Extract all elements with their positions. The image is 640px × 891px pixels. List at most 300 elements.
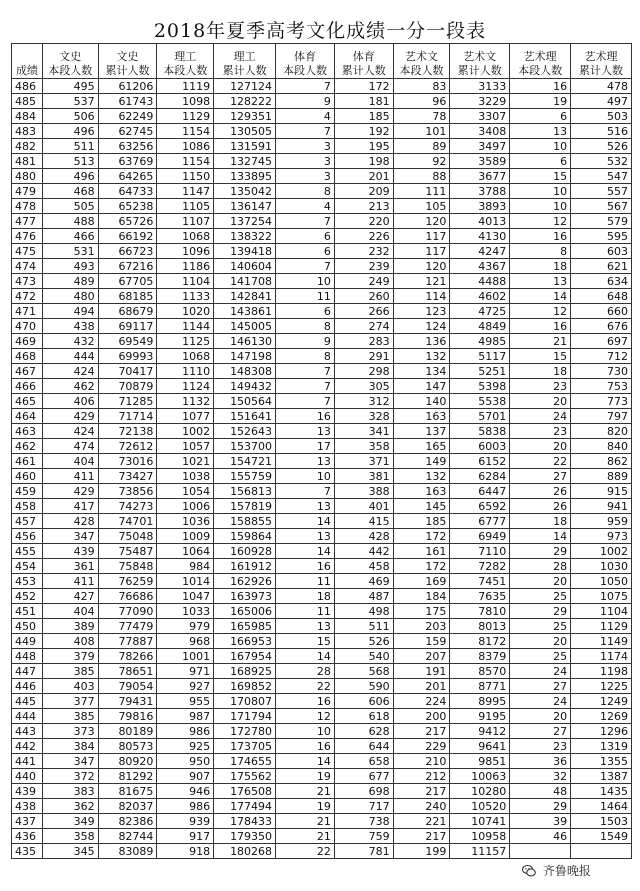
count-cell: 67705 [98, 274, 157, 289]
count-cell: 24 [510, 664, 571, 679]
count-cell: 401 [334, 499, 393, 514]
count-cell: 9 [276, 334, 335, 349]
count-cell: 466 [42, 229, 98, 244]
count-cell: 92 [393, 154, 450, 169]
count-cell: 1009 [157, 529, 214, 544]
count-cell: 18 [510, 259, 571, 274]
count-cell: 495 [42, 79, 98, 94]
count-cell: 71285 [98, 394, 157, 409]
count-cell: 907 [157, 769, 214, 784]
count-cell: 971 [157, 664, 214, 679]
count-cell: 4488 [450, 274, 510, 289]
count-cell: 13 [510, 274, 571, 289]
score-cell: 443 [12, 724, 43, 739]
header-line: 累计人数 [579, 64, 624, 77]
count-cell: 13 [276, 619, 335, 634]
table-row [12, 124, 632, 139]
score-cell: 438 [12, 799, 43, 814]
count-cell: 717 [334, 799, 393, 814]
count-cell: 192 [334, 124, 393, 139]
count-cell: 62249 [98, 109, 157, 124]
count-cell: 595 [571, 229, 632, 244]
count-cell: 987 [157, 709, 214, 724]
count-cell: 148308 [214, 364, 276, 379]
table-row [12, 514, 632, 529]
column-header [214, 44, 276, 79]
count-cell: 79054 [98, 679, 157, 694]
count-cell: 74273 [98, 499, 157, 514]
count-cell: 361 [42, 559, 98, 574]
count-cell: 388 [334, 484, 393, 499]
column-header [393, 44, 450, 79]
count-cell: 10 [276, 724, 335, 739]
count-cell: 83089 [98, 844, 157, 859]
count-cell: 404 [42, 454, 98, 469]
count-cell: 5398 [450, 379, 510, 394]
count-cell: 781 [334, 844, 393, 859]
count-cell: 1104 [157, 274, 214, 289]
count-cell: 1125 [157, 334, 214, 349]
count-cell: 4 [276, 109, 335, 124]
count-cell: 1064 [157, 544, 214, 559]
count-cell: 621 [571, 259, 632, 274]
table-row [12, 94, 632, 109]
header-line: 理工 [174, 50, 197, 63]
score-cell: 435 [12, 844, 43, 859]
count-cell: 226 [334, 229, 393, 244]
count-cell: 328 [334, 409, 393, 424]
count-cell: 1174 [571, 649, 632, 664]
count-cell: 3893 [450, 199, 510, 214]
count-cell: 432 [42, 334, 98, 349]
count-cell: 385 [42, 709, 98, 724]
count-cell: 23 [510, 739, 571, 754]
count-cell: 950 [157, 754, 214, 769]
count-cell: 179350 [214, 829, 276, 844]
count-cell: 498 [334, 604, 393, 619]
score-cell: 453 [12, 574, 43, 589]
watermark-text: 齐鲁晚报 [542, 864, 591, 878]
count-cell: 389 [42, 619, 98, 634]
table-row [12, 709, 632, 724]
count-cell: 4130 [450, 229, 510, 244]
count-cell: 496 [42, 169, 98, 184]
count-cell: 130505 [214, 124, 276, 139]
table-row [12, 304, 632, 319]
count-cell: 347 [42, 754, 98, 769]
count-cell: 163 [393, 409, 450, 424]
column-header [510, 44, 571, 79]
score-cell: 485 [12, 94, 43, 109]
count-cell: 840 [571, 439, 632, 454]
count-cell: 557 [571, 184, 632, 199]
score-cell: 486 [12, 79, 43, 94]
count-cell: 1014 [157, 574, 214, 589]
count-cell: 979 [157, 619, 214, 634]
count-cell: 198 [334, 154, 393, 169]
count-cell: 6 [510, 109, 571, 124]
count-cell: 6 [276, 229, 335, 244]
count-cell: 21 [276, 829, 335, 844]
table-row [12, 139, 632, 154]
count-cell: 10958 [450, 829, 510, 844]
count-cell: 69117 [98, 319, 157, 334]
count-cell: 1077 [157, 409, 214, 424]
count-cell: 29 [510, 604, 571, 619]
score-cell: 442 [12, 739, 43, 754]
count-cell: 75487 [98, 544, 157, 559]
count-cell: 80189 [98, 724, 157, 739]
count-cell: 1021 [157, 454, 214, 469]
count-cell: 526 [571, 139, 632, 154]
count-cell: 1269 [571, 709, 632, 724]
count-cell: 160928 [214, 544, 276, 559]
table-row [12, 799, 632, 814]
count-cell: 3497 [450, 139, 510, 154]
table-row [12, 439, 632, 454]
count-cell: 415 [334, 514, 393, 529]
count-cell: 149 [393, 454, 450, 469]
header-line: 累计人数 [222, 64, 267, 77]
count-cell: 444 [42, 349, 98, 364]
count-cell: 25 [510, 589, 571, 604]
count-cell: 16 [276, 694, 335, 709]
count-cell: 658 [334, 754, 393, 769]
count-cell: 7110 [450, 544, 510, 559]
count-cell: 1002 [571, 544, 632, 559]
count-cell: 124 [393, 319, 450, 334]
table-row [12, 334, 632, 349]
count-cell: 379 [42, 649, 98, 664]
count-cell: 8 [276, 319, 335, 334]
count-cell: 147 [393, 379, 450, 394]
count-cell: 80920 [98, 754, 157, 769]
score-cell: 440 [12, 769, 43, 784]
table-row [12, 574, 632, 589]
count-cell: 141708 [214, 274, 276, 289]
count-cell: 493 [42, 259, 98, 274]
count-cell: 1186 [157, 259, 214, 274]
count-cell: 8995 [450, 694, 510, 709]
count-cell: 730 [571, 364, 632, 379]
count-cell: 1355 [571, 754, 632, 769]
table-row [12, 319, 632, 334]
count-cell: 137 [393, 424, 450, 439]
count-cell: 424 [42, 424, 98, 439]
score-cell: 458 [12, 499, 43, 514]
count-cell: 64733 [98, 184, 157, 199]
score-cell: 463 [12, 424, 43, 439]
count-cell: 23 [510, 424, 571, 439]
count-cell: 3307 [450, 109, 510, 124]
count-cell: 677 [334, 769, 393, 784]
count-cell: 7282 [450, 559, 510, 574]
count-cell: 145005 [214, 319, 276, 334]
count-cell: 3408 [450, 124, 510, 139]
count-cell: 516 [571, 124, 632, 139]
count-cell: 305 [334, 379, 393, 394]
count-cell: 984 [157, 559, 214, 574]
count-cell: 172 [334, 79, 393, 94]
count-cell: 19 [276, 769, 335, 784]
count-cell: 10 [510, 184, 571, 199]
count-cell: 82386 [98, 814, 157, 829]
count-cell: 11 [276, 574, 335, 589]
count-cell: 347 [42, 529, 98, 544]
header-line: 累计人数 [341, 64, 386, 77]
count-cell: 217 [393, 724, 450, 739]
column-header [571, 44, 632, 79]
score-cell: 467 [12, 364, 43, 379]
count-cell: 82744 [98, 829, 157, 844]
count-cell: 1050 [571, 574, 632, 589]
count-cell: 429 [42, 409, 98, 424]
count-cell: 478 [571, 79, 632, 94]
count-cell: 77090 [98, 604, 157, 619]
count-cell: 123 [393, 304, 450, 319]
count-cell: 1098 [157, 94, 214, 109]
count-cell: 917 [157, 829, 214, 844]
count-cell: 82037 [98, 799, 157, 814]
count-cell: 3589 [450, 154, 510, 169]
count-cell: 1129 [157, 109, 214, 124]
count-cell: 129351 [214, 109, 276, 124]
score-cell: 480 [12, 169, 43, 184]
count-cell: 417 [42, 499, 98, 514]
count-cell: 968 [157, 634, 214, 649]
count-cell: 209 [334, 184, 393, 199]
count-cell: 986 [157, 724, 214, 739]
count-cell: 634 [571, 274, 632, 289]
count-cell: 371 [334, 454, 393, 469]
count-cell: 74701 [98, 514, 157, 529]
count-cell: 12 [276, 709, 335, 724]
count-cell: 4602 [450, 289, 510, 304]
count-cell: 132745 [214, 154, 276, 169]
table-row [12, 199, 632, 214]
count-cell: 169 [393, 574, 450, 589]
count-cell: 5117 [450, 349, 510, 364]
count-cell: 128222 [214, 94, 276, 109]
score-cell: 452 [12, 589, 43, 604]
count-cell: 20 [510, 574, 571, 589]
count-cell: 13 [276, 454, 335, 469]
count-cell: 1036 [157, 514, 214, 529]
count-cell: 986 [157, 799, 214, 814]
count-cell: 105 [393, 199, 450, 214]
count-cell: 1435 [571, 784, 632, 799]
count-cell: 175 [393, 604, 450, 619]
count-cell: 154721 [214, 454, 276, 469]
score-cell: 472 [12, 289, 43, 304]
count-cell: 78651 [98, 664, 157, 679]
count-cell: 145 [393, 499, 450, 514]
count-cell: 135042 [214, 184, 276, 199]
count-cell: 10280 [450, 784, 510, 799]
count-cell [571, 844, 632, 859]
watermark [522, 861, 632, 881]
count-cell: 25 [510, 619, 571, 634]
count-cell: 429 [42, 484, 98, 499]
count-cell: 18 [510, 364, 571, 379]
count-cell: 61206 [98, 79, 157, 94]
count-cell: 240 [393, 799, 450, 814]
header-line: 本段人数 [282, 64, 327, 77]
count-cell: 167954 [214, 649, 276, 664]
column-header [157, 44, 214, 79]
count-cell: 72138 [98, 424, 157, 439]
count-cell: 10 [510, 199, 571, 214]
table-row [12, 424, 632, 439]
count-cell: 428 [334, 529, 393, 544]
count-cell: 6592 [450, 499, 510, 514]
count-cell: 178433 [214, 814, 276, 829]
count-cell: 68185 [98, 289, 157, 304]
header-line: 本段人数 [518, 64, 563, 77]
count-cell: 1057 [157, 439, 214, 454]
count-cell: 9851 [450, 754, 510, 769]
count-cell: 13 [276, 424, 335, 439]
count-cell: 1464 [571, 799, 632, 814]
count-cell: 474 [42, 439, 98, 454]
count-cell: 165006 [214, 604, 276, 619]
count-cell: 889 [571, 469, 632, 484]
count-cell [510, 844, 571, 859]
count-cell: 7635 [450, 589, 510, 604]
table-row [12, 529, 632, 544]
count-cell: 14 [276, 544, 335, 559]
count-cell: 568 [334, 664, 393, 679]
count-cell: 362 [42, 799, 98, 814]
count-cell: 177494 [214, 799, 276, 814]
count-cell: 590 [334, 679, 393, 694]
count-cell: 140 [393, 394, 450, 409]
count-cell: 170807 [214, 694, 276, 709]
count-cell: 28 [510, 559, 571, 574]
count-cell: 10 [276, 274, 335, 289]
count-cell: 173705 [214, 739, 276, 754]
count-cell: 139418 [214, 244, 276, 259]
count-cell: 114 [393, 289, 450, 304]
count-cell: 4247 [450, 244, 510, 259]
count-cell: 132 [393, 469, 450, 484]
score-cell: 455 [12, 544, 43, 559]
count-cell: 1150 [157, 169, 214, 184]
count-cell: 1503 [571, 814, 632, 829]
table-row [12, 499, 632, 514]
count-cell: 73427 [98, 469, 157, 484]
count-cell: 918 [157, 844, 214, 859]
table-row [12, 274, 632, 289]
count-cell: 16 [276, 739, 335, 754]
count-cell: 65726 [98, 214, 157, 229]
count-cell: 1002 [157, 424, 214, 439]
count-cell: 1154 [157, 154, 214, 169]
count-cell: 13 [276, 529, 335, 544]
score-cell: 448 [12, 649, 43, 664]
count-cell: 221 [393, 814, 450, 829]
count-cell: 232 [334, 244, 393, 259]
count-cell: 117 [393, 229, 450, 244]
count-cell: 4367 [450, 259, 510, 274]
count-cell: 3133 [450, 79, 510, 94]
count-cell: 427 [42, 589, 98, 604]
table-row [12, 769, 632, 784]
count-cell: 345 [42, 844, 98, 859]
count-cell: 8 [276, 349, 335, 364]
count-cell: 68679 [98, 304, 157, 319]
count-cell: 28 [276, 664, 335, 679]
count-cell: 195 [334, 139, 393, 154]
count-cell: 22 [276, 844, 335, 859]
count-cell: 404 [42, 604, 98, 619]
count-cell: 67216 [98, 259, 157, 274]
count-cell: 81292 [98, 769, 157, 784]
count-cell: 442 [334, 544, 393, 559]
count-cell: 184 [393, 589, 450, 604]
count-cell: 11 [276, 289, 335, 304]
header-line: 艺术理 [523, 50, 557, 63]
count-cell: 22 [276, 679, 335, 694]
count-cell: 14 [276, 514, 335, 529]
count-cell: 162926 [214, 574, 276, 589]
count-cell: 712 [571, 349, 632, 364]
count-cell: 117 [393, 244, 450, 259]
count-cell: 915 [571, 484, 632, 499]
count-cell: 32 [510, 769, 571, 784]
table-row [12, 169, 632, 184]
count-cell: 224 [393, 694, 450, 709]
count-cell: 10063 [450, 769, 510, 784]
count-cell: 1225 [571, 679, 632, 694]
wechat-icon [522, 864, 536, 878]
count-cell: 46 [510, 829, 571, 844]
table-row [12, 829, 632, 844]
count-cell: 120 [393, 259, 450, 274]
count-cell: 1149 [571, 634, 632, 649]
score-cell: 483 [12, 124, 43, 139]
count-cell: 411 [42, 574, 98, 589]
count-cell: 1020 [157, 304, 214, 319]
count-cell: 6 [276, 304, 335, 319]
count-cell: 12 [510, 304, 571, 319]
score-table [11, 43, 632, 859]
count-cell: 249 [334, 274, 393, 289]
count-cell: 210 [393, 754, 450, 769]
table-row [12, 469, 632, 484]
count-cell: 171794 [214, 709, 276, 724]
count-cell: 1119 [157, 79, 214, 94]
count-cell: 75048 [98, 529, 157, 544]
count-cell: 797 [571, 409, 632, 424]
count-cell: 36 [510, 754, 571, 769]
count-cell: 134 [393, 364, 450, 379]
count-cell: 78266 [98, 649, 157, 664]
header-line: 体育 [352, 50, 375, 63]
score-cell: 462 [12, 439, 43, 454]
count-cell: 10520 [450, 799, 510, 814]
count-cell: 7451 [450, 574, 510, 589]
count-cell: 15 [510, 169, 571, 184]
count-cell: 156813 [214, 484, 276, 499]
count-cell: 955 [157, 694, 214, 709]
count-cell: 644 [334, 739, 393, 754]
score-cell: 459 [12, 484, 43, 499]
header-line: 本段人数 [163, 64, 208, 77]
count-cell: 10 [276, 469, 335, 484]
count-cell: 12 [510, 214, 571, 229]
count-cell: 61743 [98, 94, 157, 109]
